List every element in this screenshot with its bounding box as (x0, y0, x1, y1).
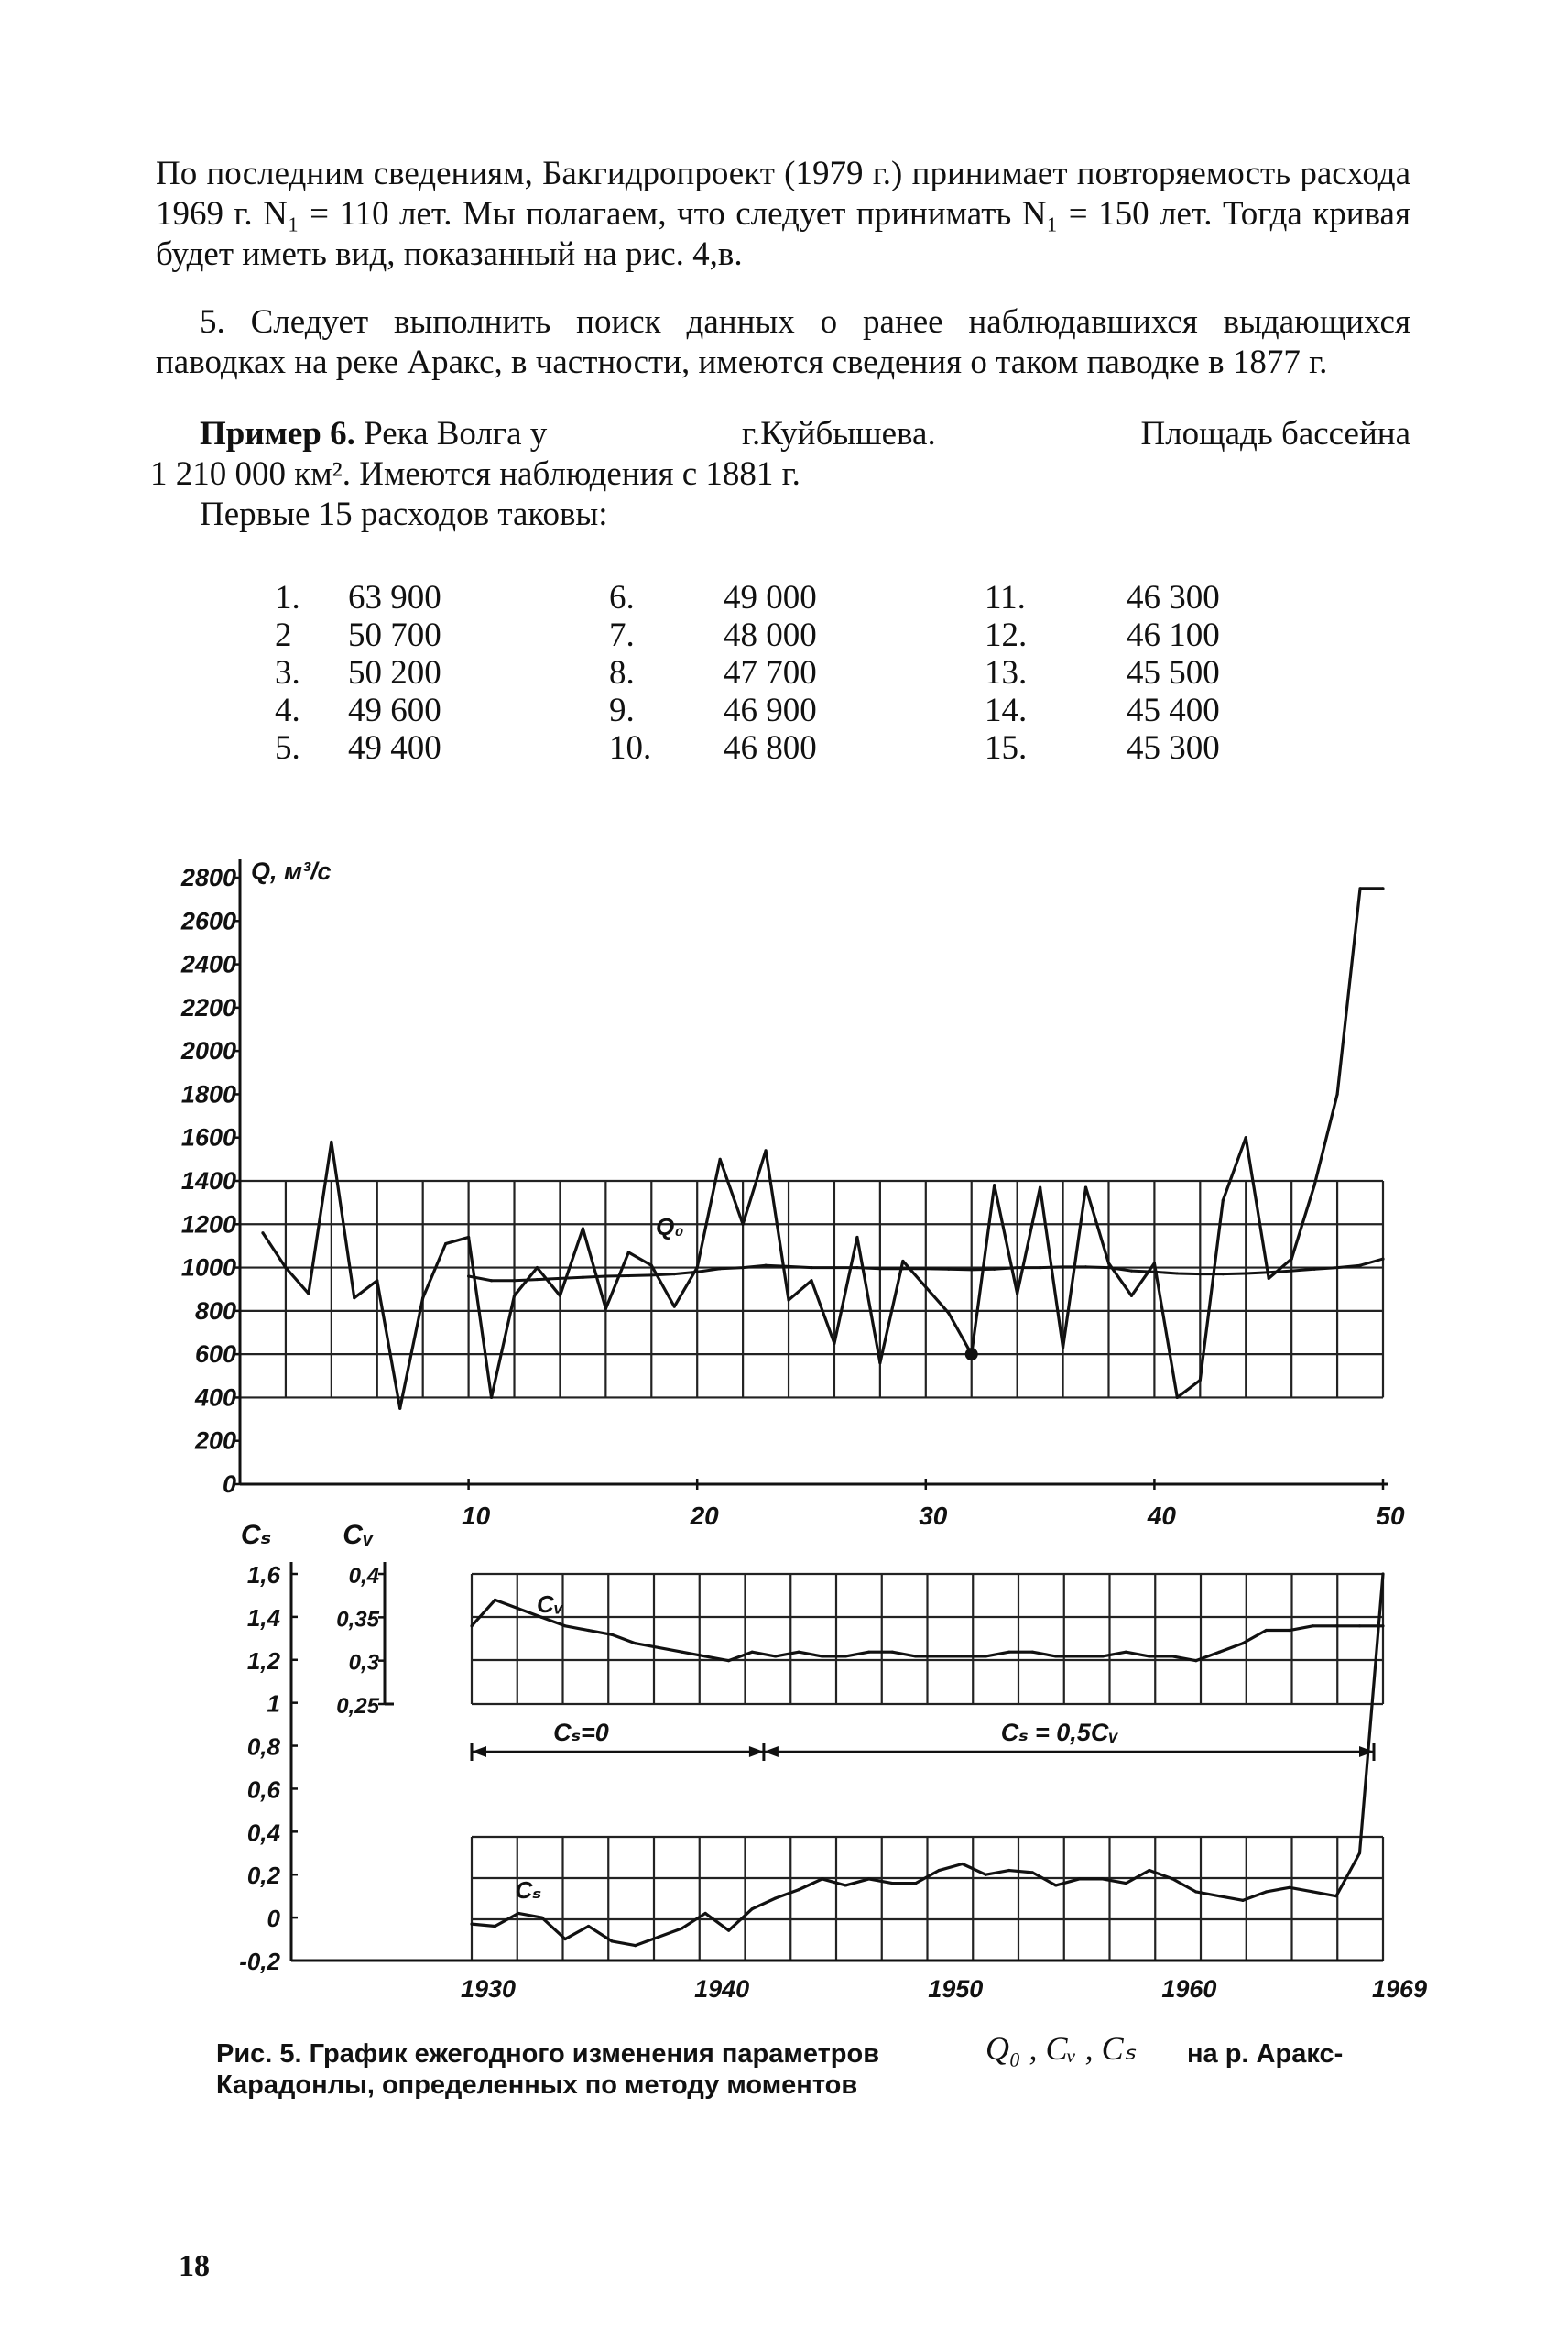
q-y-tick-label: 2200 (180, 993, 236, 1021)
cv-data-point (610, 1633, 613, 1636)
q-data-point (833, 1342, 835, 1345)
flow-value: 45 400 (1127, 692, 1220, 729)
cs-tick-label: 1,4 (246, 1603, 280, 1632)
cv-data-point (1194, 1659, 1197, 1662)
q-data-point (1039, 1266, 1041, 1269)
cs-data-point (1148, 1869, 1150, 1872)
cv-data-point (961, 1655, 964, 1657)
cs-data-point (961, 1863, 964, 1865)
cs-data-point (1078, 1877, 1081, 1880)
flow-value: 46 900 (724, 692, 817, 729)
cs-data-point (891, 1882, 894, 1885)
cs-data-point (1171, 1877, 1174, 1880)
cs-axis-title: Cₛ (240, 1520, 271, 1550)
cs-series-label: Cₛ (515, 1876, 542, 1904)
q-x-tick-label: 10 (462, 1502, 491, 1530)
q-data-point (1313, 1184, 1316, 1186)
q-data-point (947, 1268, 950, 1271)
q-data-point (1358, 887, 1361, 890)
flow-index: 9. (609, 692, 635, 729)
q-data-point (1130, 1295, 1133, 1297)
cv-data-point (658, 1646, 660, 1649)
cv-tick-label: 0,35 (336, 1607, 379, 1633)
arrow-head-icon (764, 1746, 779, 1757)
q-data-point (673, 1273, 676, 1275)
cv-data-point (704, 1655, 707, 1657)
cs-data-point (985, 1874, 987, 1876)
flow-index: 13. (985, 654, 1028, 692)
cv-data-point (1381, 1624, 1384, 1627)
q-data-point (582, 1227, 584, 1229)
cs-data-point (587, 1925, 590, 1928)
q-data-point (1084, 1265, 1087, 1268)
q-data-point (490, 1279, 493, 1282)
cs-data-point (1265, 1890, 1268, 1893)
q-data-point (719, 1158, 722, 1161)
q-data-point (1222, 1199, 1225, 1202)
cv-data-point (1125, 1651, 1127, 1654)
cv-data-point (821, 1655, 823, 1657)
q-y-tick-label: 200 (194, 1426, 236, 1455)
q-y-tick-label: 1000 (180, 1253, 236, 1282)
flow-index: 7. (609, 617, 635, 654)
q-data-point (627, 1274, 630, 1277)
cs-data-point (610, 1939, 613, 1942)
q-data-point (1176, 1396, 1179, 1399)
flow-index: 2 (275, 617, 292, 654)
q-x-tick-label: 50 (1376, 1502, 1405, 1530)
q-data-point (1107, 1262, 1110, 1264)
q-data-point (742, 1223, 745, 1226)
year-tick-label: 1930 (460, 1975, 517, 2003)
q-y-tick-label: 2800 (180, 864, 236, 891)
cs-zero-label: Cₛ=0 (553, 1719, 609, 1746)
q-data-point (559, 1295, 561, 1297)
q-data-point (284, 1266, 287, 1269)
q-data-point (947, 1312, 950, 1315)
q-data-point (421, 1296, 424, 1299)
cv-data-point (1101, 1655, 1104, 1657)
cs-data-point (563, 1938, 566, 1940)
q-data-point (1245, 1136, 1247, 1139)
q-data-point (1290, 1270, 1293, 1273)
cv-data-point (634, 1642, 637, 1644)
year-tick-label: 1969 (1371, 1975, 1428, 2003)
cs-data-point (751, 1907, 754, 1910)
cv-axis-title: Cᵥ (343, 1520, 374, 1550)
q-data-point (1153, 1271, 1156, 1273)
cs-data-point (494, 1925, 496, 1928)
q-data-point (993, 1268, 996, 1271)
cs-data-point (1054, 1884, 1057, 1886)
cv-data-point (774, 1655, 777, 1657)
cv-data-point (563, 1624, 566, 1627)
cv-data-point (1312, 1624, 1314, 1627)
q-data-point (1313, 1268, 1316, 1271)
flow-value: 45 500 (1127, 654, 1220, 692)
q-data-point (901, 1267, 904, 1270)
flow-index: 14. (985, 692, 1028, 729)
q-data-point (1222, 1273, 1225, 1275)
q-data-point (1268, 1271, 1270, 1273)
q-data-point (353, 1296, 355, 1299)
cs-tick-label: 0,4 (246, 1819, 280, 1847)
cv-tick-label: 0,25 (336, 1694, 379, 1719)
q-marker-point (965, 1348, 978, 1360)
example-line-2: 1 210 000 км². Имеются наблюдения с 1881 г. (150, 455, 800, 493)
flow-index: 15. (985, 729, 1028, 767)
cs-data-point (540, 1917, 543, 1919)
arrow-head-icon (472, 1746, 486, 1757)
q-data-point (490, 1396, 493, 1399)
q-data-point (330, 1141, 332, 1143)
q-data-point (1358, 1264, 1361, 1267)
flow-value: 63 900 (348, 579, 441, 617)
q-data-point (1199, 1379, 1202, 1382)
q-data-point (604, 1274, 607, 1277)
q-data-point (787, 1298, 789, 1301)
caption-text: График ежегодного изменения параметров (309, 2039, 880, 2069)
year-tick-label: 1940 (694, 1975, 750, 2003)
flow-index: 3. (275, 654, 300, 692)
q-data-point (559, 1277, 561, 1280)
flow-value: 50 700 (348, 617, 441, 654)
cv-data-point (1171, 1655, 1174, 1657)
flow-index: 12. (985, 617, 1028, 654)
cv-tick-label: 0,3 (348, 1650, 379, 1676)
q-data-point (1290, 1258, 1293, 1261)
year-tick-label: 1950 (928, 1975, 984, 2003)
cv-data-point (1054, 1655, 1057, 1657)
cs-data-point (938, 1869, 941, 1872)
q-series-q (263, 889, 1383, 1408)
cv-data-point (1031, 1651, 1034, 1654)
q-x-tick-label: 40 (1147, 1502, 1176, 1530)
cv-data-point (587, 1629, 590, 1632)
q-data-point (833, 1266, 835, 1269)
q-data-point (1153, 1262, 1156, 1264)
q-data-point (1084, 1185, 1087, 1188)
cs-data-point (1031, 1871, 1034, 1874)
q-data-point (650, 1273, 653, 1276)
q-data-point (1016, 1292, 1018, 1295)
q-data-point (582, 1276, 584, 1279)
q-y-tick-label: 2000 (180, 1037, 236, 1065)
cs-tick-label: 0,8 (246, 1732, 280, 1761)
q-data-point (307, 1292, 310, 1295)
q-data-point (1335, 1093, 1338, 1096)
example-line-3: Первые 15 расходов таковы: (200, 496, 608, 533)
q-y-tick-label: 1400 (180, 1167, 236, 1195)
q-data-point (924, 1285, 927, 1288)
flow-index: 5. (275, 729, 300, 767)
flow-value: 45 300 (1127, 729, 1220, 767)
cs-data-point (634, 1944, 637, 1947)
flow-value: 49 600 (348, 692, 441, 729)
cv-data-point (914, 1655, 917, 1657)
q-y-tick-label: 0 (222, 1470, 236, 1498)
cv-data-point (1241, 1642, 1244, 1644)
flow-index: 6. (609, 579, 635, 617)
cv-data-point (1218, 1651, 1221, 1654)
q-x-tick-label: 20 (690, 1502, 719, 1530)
cv-data-point (798, 1651, 800, 1654)
q-data-point (1245, 1272, 1247, 1274)
cv-data-point (1334, 1624, 1337, 1627)
cv-data-point (1358, 1624, 1361, 1627)
cs-data-point (914, 1882, 917, 1885)
q-data-point (650, 1264, 653, 1267)
flow-value: 49 000 (724, 579, 817, 617)
cv-data-point (844, 1655, 847, 1657)
cs-data-point (774, 1896, 777, 1899)
q-data-point (376, 1279, 378, 1282)
flow-value: 46 300 (1127, 579, 1220, 617)
q-data-point (993, 1184, 996, 1186)
cs-tick-label: 1 (267, 1689, 280, 1718)
cs-tick-label: 1,2 (246, 1646, 280, 1675)
flow-value: 49 400 (348, 729, 441, 767)
q-data-point (1016, 1266, 1018, 1269)
flow-value: 46 100 (1127, 617, 1220, 654)
q-data-point (604, 1307, 607, 1310)
cv-data-point (1288, 1629, 1290, 1632)
example-town: г.Куйбышева. (742, 415, 936, 453)
flow-index: 1. (275, 579, 300, 617)
q-data-point (1335, 1266, 1338, 1269)
cv-data-point (727, 1659, 730, 1662)
cs-half-cv-label: Cₛ = 0,5Cᵥ (1000, 1719, 1119, 1746)
cv-data-point (985, 1655, 987, 1657)
q-data-point (536, 1266, 539, 1269)
q-data-point (742, 1266, 745, 1269)
q-data-point (513, 1295, 516, 1297)
cs-tick-label: 0,6 (246, 1775, 280, 1804)
q-y-tick-label: 2600 (180, 907, 236, 935)
q-data-point (1268, 1277, 1270, 1280)
cv-data-point (681, 1651, 683, 1654)
example-label: Пример 6. (200, 415, 355, 453)
cs-data-point (821, 1877, 823, 1880)
q-y-tick-label: 2400 (180, 950, 236, 978)
q-data-point (810, 1266, 812, 1269)
cs-tick-label: -0,2 (239, 1948, 280, 1975)
q-data-point (878, 1267, 881, 1270)
q-data-point (1130, 1270, 1133, 1273)
flow-value: 48 000 (724, 617, 817, 654)
page-number: 18 (179, 2249, 210, 2283)
cv-data-point (470, 1624, 473, 1627)
cs-data-point (1101, 1877, 1104, 1880)
q-y-tick-label: 800 (194, 1296, 236, 1325)
q-data-point (878, 1361, 881, 1364)
cs-data-point (681, 1927, 683, 1929)
q-data-point (398, 1407, 401, 1410)
q0-series-label: Q₀ (656, 1213, 684, 1241)
q-data-point (764, 1149, 767, 1152)
caption-symbols: Q₀ , Cᵥ , Cₛ (985, 2030, 1137, 2067)
cs-data-point (517, 1912, 519, 1915)
q-y-tick-label: 1200 (180, 1210, 236, 1239)
cv-data-point (1078, 1655, 1081, 1657)
cs-tick-label: 0 (267, 1905, 280, 1933)
caption-rest: на р. Аракс- (1187, 2039, 1344, 2069)
q-data-point (696, 1271, 699, 1273)
cs-data-point (1218, 1895, 1221, 1897)
cs-data-point (1334, 1895, 1337, 1897)
q-data-point (261, 1231, 264, 1234)
cv-data-point (517, 1607, 519, 1610)
q-x-tick-label: 30 (919, 1502, 948, 1530)
q-data-point (1107, 1266, 1110, 1269)
cv-data-point (1148, 1655, 1150, 1657)
cv-data-point (1007, 1651, 1010, 1654)
flow-index: 4. (275, 692, 300, 729)
cv-data-point (751, 1651, 754, 1654)
q-data-point (1062, 1346, 1064, 1349)
cv-data-point (1265, 1629, 1268, 1632)
cv-data-point (891, 1651, 894, 1654)
q-data-point (855, 1236, 858, 1239)
cs-data-point (1312, 1890, 1314, 1893)
cs-tick-label: 1,6 (246, 1561, 280, 1589)
year-tick-label: 1960 (1161, 1975, 1217, 2003)
cs-data-point (1358, 1852, 1361, 1854)
flow-value: 47 700 (724, 654, 817, 692)
q-y-tick-label: 1800 (180, 1080, 236, 1109)
cs-data-point (867, 1877, 870, 1880)
cs-data-point (1381, 1572, 1384, 1575)
cs-data-point (1125, 1882, 1127, 1885)
cs-data-point (470, 1923, 473, 1926)
q-data-point (1199, 1273, 1202, 1275)
caption-line-2: Карадонлы, определенных по методу моментов (216, 2070, 858, 2100)
q-data-point (810, 1279, 812, 1282)
cs-data-point (1288, 1886, 1290, 1889)
cs-data-point (704, 1912, 707, 1915)
q-data-point (467, 1274, 470, 1277)
q-data-point (970, 1268, 973, 1271)
flow-index: 11. (985, 579, 1026, 617)
cs-tick-label: 0,2 (246, 1862, 280, 1890)
paragraph-2-text: 5. Следует выполнить поиск данных о ранее наблюдавшихся выдающихся паводках на реке Аракс, в частности, имеются сведения о таком паводке в 1877 г. (156, 303, 1410, 381)
figure-caption (216, 2030, 1443, 2101)
q-y-tick-label: 600 (194, 1340, 236, 1369)
flow-index: 8. (609, 654, 635, 692)
paragraph-1: По последним сведениям, Бакгидропроект (1979 г.) принимает повторяемость расхода 1969 г. N₁ = 110 лет. Мы полагаем, что следует принимать N₁ = 150 лет. Тогда кривая будет иметь вид, показанный на рис. 4,в. (156, 155, 1410, 273)
flow-value: 46 800 (724, 729, 817, 767)
cs-data-point (727, 1929, 730, 1932)
q-data-point (764, 1264, 767, 1267)
flow-value: 50 200 (348, 654, 441, 692)
q-y-axis-label: Q, м³/с (251, 858, 332, 885)
q-data-point (787, 1265, 789, 1268)
q-data-point (536, 1278, 539, 1281)
cs-data-point (658, 1936, 660, 1939)
cs-data-point (1241, 1899, 1244, 1902)
q-y-tick-label: 400 (194, 1383, 236, 1412)
q-data-point (719, 1267, 722, 1270)
q-data-point (513, 1279, 516, 1282)
arrow-head-icon (749, 1746, 764, 1757)
cv-data-point (938, 1655, 941, 1657)
cv-grid (472, 1574, 1383, 1704)
example-river: Река Волга у (364, 415, 548, 453)
cv-series-label: Cᵥ (537, 1590, 564, 1618)
q-data-point (1381, 887, 1384, 890)
example-area: Площадь бассейна (1140, 415, 1410, 453)
q-data-point (924, 1267, 927, 1270)
cv-data-point (494, 1599, 496, 1601)
caption-label: Рис. 5. (216, 2039, 302, 2069)
cv-tick-label: 0,4 (348, 1564, 379, 1589)
q-data-point (1039, 1185, 1041, 1188)
cv-data-point (867, 1651, 870, 1654)
q-data-point (1176, 1272, 1179, 1274)
q-data-point (444, 1242, 447, 1245)
cs-data-point (1007, 1869, 1010, 1872)
q-data-point (467, 1236, 470, 1239)
flow-index: 10. (609, 729, 652, 767)
cs-data-point (1194, 1890, 1197, 1893)
q-data-point (1062, 1265, 1064, 1268)
q-data-point (855, 1266, 858, 1269)
q-data-point (627, 1251, 630, 1253)
q-y-tick-label: 1600 (180, 1123, 236, 1152)
q-data-point (673, 1306, 676, 1308)
cs-data-point (844, 1884, 847, 1886)
q-data-point (696, 1266, 699, 1269)
q-data-point (1381, 1258, 1384, 1261)
cs-data-point (798, 1888, 800, 1891)
q-data-point (901, 1260, 904, 1262)
